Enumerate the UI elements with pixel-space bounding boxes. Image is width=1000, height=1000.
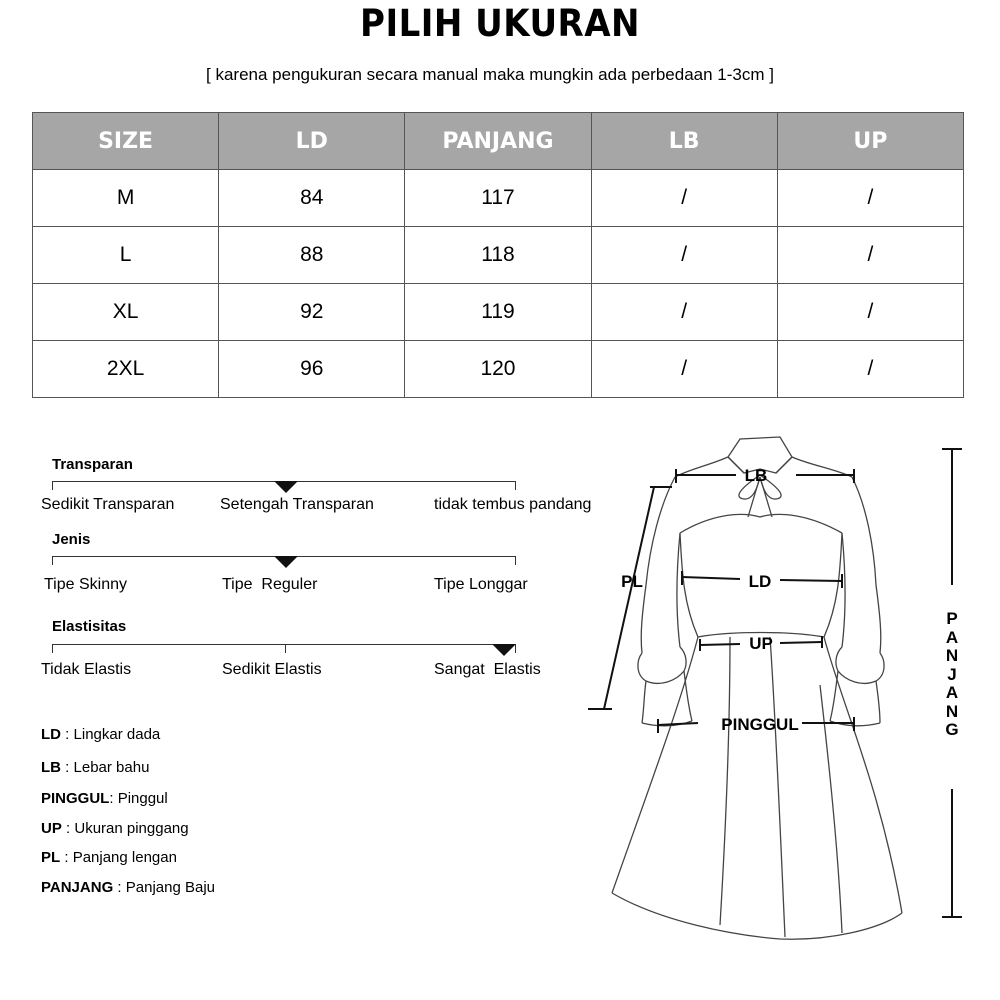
- column-header: LD: [219, 113, 405, 170]
- legend-sep: :: [109, 790, 118, 807]
- table-cell: 118: [405, 227, 591, 284]
- dress-outline: [612, 437, 902, 939]
- table-cell: /: [591, 341, 777, 398]
- legend-item: [41, 790, 168, 807]
- legend-desc: Lingkar dada: [73, 726, 161, 743]
- scale-label-selected: Tipe Reguler: [222, 576, 318, 593]
- legend-abbr: LB: [41, 759, 61, 776]
- scale-tick: [52, 644, 53, 653]
- legend-sep: :: [61, 759, 74, 776]
- legend-item: [41, 849, 177, 866]
- legend-sep: :: [60, 849, 73, 866]
- legend-item: [41, 726, 160, 743]
- legend-sep: :: [113, 879, 126, 896]
- legend-item: [41, 759, 149, 776]
- table-cell: /: [591, 170, 777, 227]
- table-cell: /: [777, 227, 963, 284]
- label-pl: PL: [621, 572, 643, 591]
- table-row: [33, 170, 964, 227]
- table-header-row: [33, 113, 964, 170]
- selected-marker-icon: [274, 556, 298, 568]
- dress-diagram: [580, 425, 980, 950]
- table-cell: 96: [219, 341, 405, 398]
- legend-abbr: PINGGUL: [41, 790, 110, 807]
- selected-marker-icon: [492, 644, 516, 656]
- scale-label: Tipe Longgar: [434, 576, 528, 593]
- table-cell: /: [777, 341, 963, 398]
- size-table: [32, 112, 964, 398]
- label-up: UP: [749, 634, 773, 653]
- scale-tick: [515, 481, 516, 490]
- panjang-vertical-label: [940, 610, 964, 740]
- label-lb: LB: [744, 466, 768, 485]
- table-cell: 117: [405, 170, 591, 227]
- table-cell: XL: [33, 284, 219, 341]
- scale-label: Sedikit Transparan: [41, 496, 175, 513]
- column-header: PANJANG: [405, 113, 591, 170]
- vertical-letter: N: [945, 701, 959, 721]
- scale-tick: [52, 481, 53, 490]
- legend-item: [41, 820, 189, 837]
- table-cell: 2XL: [33, 341, 219, 398]
- table-row: [33, 341, 964, 398]
- legend-sep: :: [61, 820, 75, 837]
- legend-abbr: LD: [41, 726, 61, 743]
- table-row: [33, 284, 964, 341]
- table-cell: 119: [405, 284, 591, 341]
- table-cell: 84: [219, 170, 405, 227]
- legend-item: [41, 879, 215, 896]
- vertical-letter: G: [945, 720, 959, 739]
- measurement-lines: [588, 449, 962, 917]
- page-title: PILIH UKURAN: [360, 2, 640, 45]
- table-row: [33, 227, 964, 284]
- table-cell: /: [591, 284, 777, 341]
- legend-sep: :: [61, 726, 74, 743]
- scale-label-selected: Setengah Transparan: [220, 496, 374, 513]
- label-pinggul: PINGGUL: [721, 715, 799, 734]
- column-header: UP: [777, 113, 963, 170]
- scale-tick: [515, 556, 516, 565]
- legend-desc: Panjang Baju: [125, 879, 215, 896]
- scale-title-jenis: Jenis: [52, 531, 91, 548]
- page-subtitle: [ karena pengukuran secara manual maka mungkin ada perbedaan 1-3cm ]: [206, 65, 774, 84]
- legend-abbr: PL: [41, 849, 61, 866]
- table-cell: /: [591, 227, 777, 284]
- selected-marker-icon: [274, 481, 298, 493]
- scale-title-transparan: Transparan: [52, 456, 133, 473]
- table-cell: /: [777, 170, 963, 227]
- vertical-letter: N: [945, 646, 959, 665]
- column-header: LB: [591, 113, 777, 170]
- vertical-letter: J: [947, 664, 957, 684]
- scale-label: Sedikit Elastis: [222, 661, 322, 678]
- scale-tick: [52, 556, 53, 565]
- table-cell: /: [777, 284, 963, 341]
- table-cell: 88: [219, 227, 405, 284]
- label-ld: LD: [748, 572, 772, 591]
- column-header: SIZE: [33, 113, 219, 170]
- legend-desc: Ukuran pinggang: [74, 820, 189, 837]
- scale-tick: [285, 644, 286, 653]
- vertical-letter: A: [945, 683, 959, 702]
- vertical-letter: P: [946, 609, 958, 628]
- table-cell: L: [33, 227, 219, 284]
- legend-abbr: UP: [41, 820, 62, 837]
- table-cell: M: [33, 170, 219, 227]
- table-cell: 92: [219, 284, 405, 341]
- scale-label-selected: Sangat Elastis: [434, 661, 541, 678]
- scale-label: tidak tembus pandang: [434, 496, 592, 513]
- legend-abbr: PANJANG: [41, 879, 114, 896]
- table-cell: 120: [405, 341, 591, 398]
- legend-desc: Panjang lengan: [72, 849, 177, 866]
- scale-line: [52, 644, 516, 645]
- legend-desc: Pinggul: [117, 790, 168, 807]
- scale-label: Tipe Skinny: [44, 576, 127, 593]
- scale-label: Tidak Elastis: [41, 661, 132, 678]
- legend-desc: Lebar bahu: [73, 759, 150, 776]
- scale-title-elastisitas: Elastisitas: [52, 618, 127, 635]
- measurement-labels: [621, 466, 799, 734]
- vertical-letter: A: [945, 627, 959, 647]
